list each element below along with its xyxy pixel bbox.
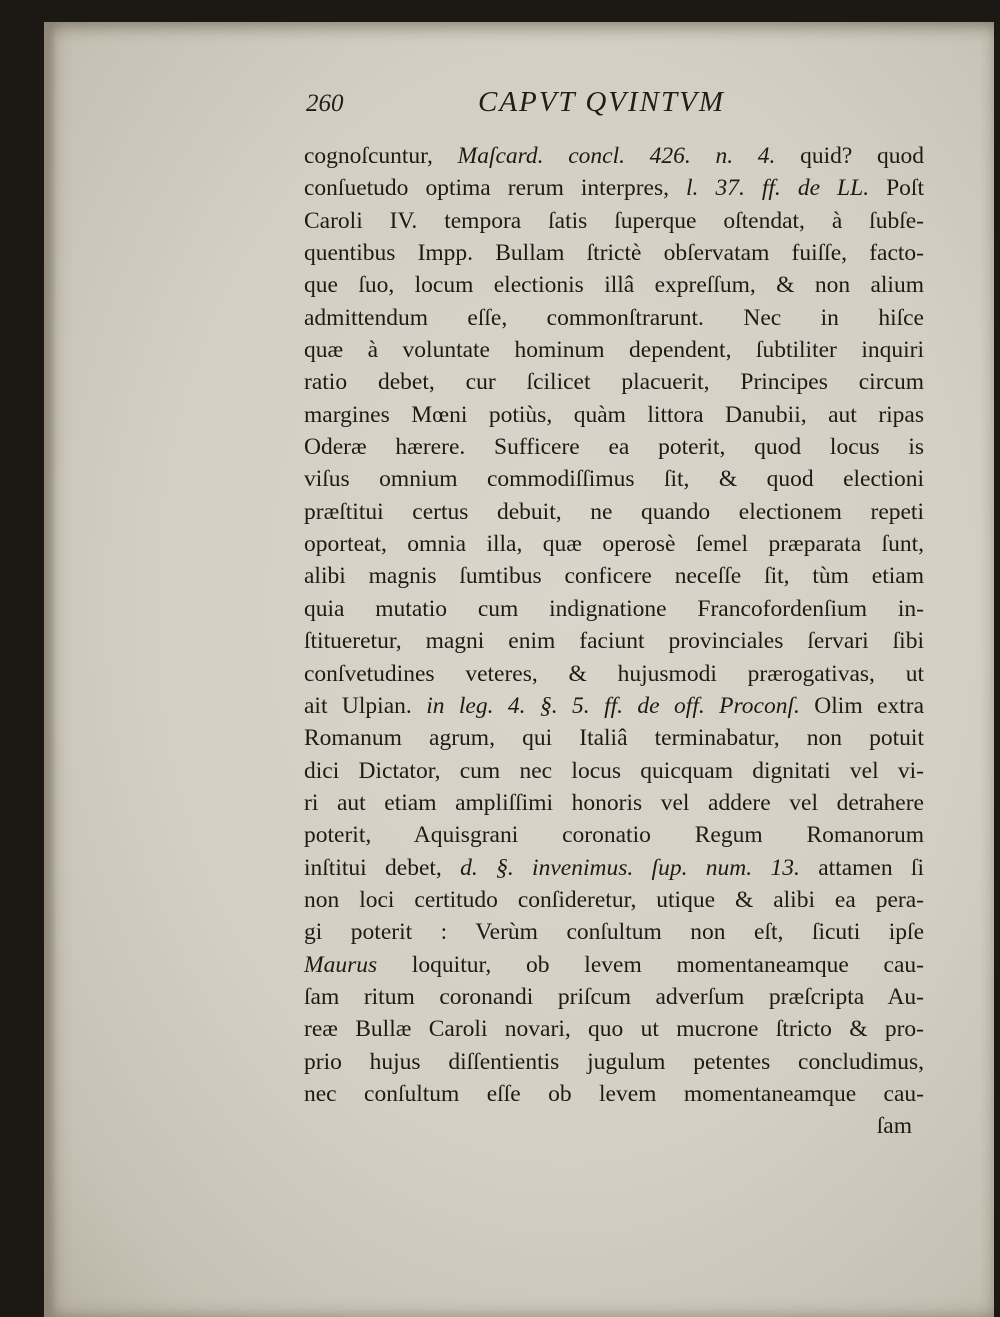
text-line	[304, 334, 924, 366]
line-text: ratio debet, cur ſcilicet placuerit, Principes circum	[304, 369, 924, 396]
text-line	[304, 884, 924, 916]
line-text: quentibus Impp. Bullam ſtrictè obſervatam fuiſſe, facto-	[304, 240, 924, 267]
line-text: attamen ſi	[799, 854, 924, 881]
line-text: inſtitui debet,	[304, 854, 461, 881]
catchword: ſam	[876, 1113, 912, 1140]
text-line	[304, 431, 924, 463]
line-text: ait Ulpian.	[304, 692, 427, 719]
line-text: dici Dictator, cum nec locus quicquam dignitati vel vi-	[304, 757, 924, 784]
text-line	[304, 755, 924, 787]
text-line	[304, 916, 924, 948]
line-text: Olim extra	[799, 692, 925, 719]
line-text: quid? quod	[775, 143, 924, 169]
text-line	[304, 658, 924, 690]
line-text: ſam ritum coronandi priſcum adverſum præſcripta Au-	[304, 983, 924, 1010]
citation-text: Maſcard. concl. 426. n. 4.	[457, 143, 776, 169]
body-text	[304, 140, 924, 1142]
text-line	[304, 366, 924, 398]
line-text: nec conſultum eſſe ob levem momentaneamque cau-	[304, 1080, 924, 1107]
line-text: Caroli IV. tempora ſatis ſuperque oſtendat, à ſubſe-	[304, 207, 924, 234]
line-text: Poſt	[869, 175, 924, 202]
text-line	[304, 172, 924, 204]
text-line	[304, 690, 924, 722]
text-line	[304, 269, 924, 301]
citation-text: Maurus	[304, 951, 378, 978]
text-line	[304, 205, 924, 237]
line-text: poterit, Aquisgrani coronatio Regum Romanorum	[304, 822, 924, 849]
page-gutter-shadow	[44, 22, 56, 1317]
citation-text: l. 37. ff. de LL.	[686, 175, 870, 202]
line-text: ri aut etiam ampliſſimi honoris vel addere vel detrahere	[304, 789, 924, 816]
line-text: reæ Bullæ Caroli novari, quo ut mucrone ſtricto & pro-	[304, 1016, 924, 1043]
text-line	[304, 528, 924, 560]
line-text: prio hujus diſſentientis jugulum petentes concludimus,	[304, 1048, 924, 1075]
line-text: margines Mœni potiùs, quàm littora Danubii, aut ripas	[304, 401, 924, 428]
text-line	[304, 593, 924, 625]
text-line	[304, 463, 924, 495]
line-text: alibi magnis ſumtibus conficere neceſſe ſit, tùm etiam	[304, 563, 924, 590]
text-line	[304, 787, 924, 819]
text-line	[304, 949, 924, 981]
line-text: que ſuo, locum electionis illâ expreſſum, & non alium	[304, 272, 924, 299]
text-line	[304, 496, 924, 528]
text-line	[304, 237, 924, 269]
text-line	[304, 1013, 924, 1045]
citation-text: d. §. invenimus. ſup. num. 13.	[460, 854, 800, 881]
line-text: Oderæ hærere. Sufficere ea poterit, quod locus is	[304, 434, 924, 461]
text-line	[304, 140, 924, 172]
text-line	[304, 722, 924, 754]
text-line	[304, 852, 924, 884]
page-header	[306, 86, 776, 126]
running-title: CAPVT QVINTVM	[478, 86, 725, 118]
line-text: admittendum eſſe, commonſtrarunt. Nec in hiſce	[304, 304, 924, 331]
line-text: ſtitueretur, magni enim faciunt provinciales ſervari ſibi	[304, 628, 924, 655]
line-text: quia mutatio cum indignatione Francofordenſium in-	[304, 595, 924, 622]
text-line	[304, 1078, 924, 1110]
line-text: gi poterit : Verùm conſultum non eſt, ſicuti ipſe	[304, 919, 924, 946]
line-text: conſuetudo optima rerum interpres,	[304, 175, 687, 202]
text-line	[304, 981, 924, 1013]
text-line	[304, 1046, 924, 1078]
text-line	[304, 399, 924, 431]
line-text: quæ à voluntate hominum dependent, ſubtiliter inquiri	[304, 337, 924, 364]
page-number: 260	[306, 90, 344, 117]
line-text: præſtitui certus debuit, ne quando electionem repeti	[304, 498, 924, 525]
text-line	[304, 625, 924, 657]
text-line	[304, 302, 924, 334]
line-text: viſus omnium commodiſſimus ſit, & quod electioni	[304, 466, 924, 493]
text-line	[304, 560, 924, 592]
line-text: Romanum agrum, qui Italiâ terminabatur, non potuit	[304, 725, 924, 752]
line-text: oporteat, omnia illa, quæ operosè ſemel præparata ſunt,	[304, 531, 924, 558]
line-text: conſvetudines veteres, & hujusmodi prærogativas, ut	[304, 660, 924, 687]
citation-text: in leg. 4. §. 5. ff. de off. Proconſ.	[426, 692, 800, 719]
line-text: loquitur, ob levem momentaneamque cau-	[377, 951, 924, 978]
line-text: cognoſcuntur,	[304, 143, 458, 169]
line-text: non loci certitudo conſideretur, utique & alibi ea pera-	[304, 886, 924, 913]
text-line	[304, 819, 924, 851]
